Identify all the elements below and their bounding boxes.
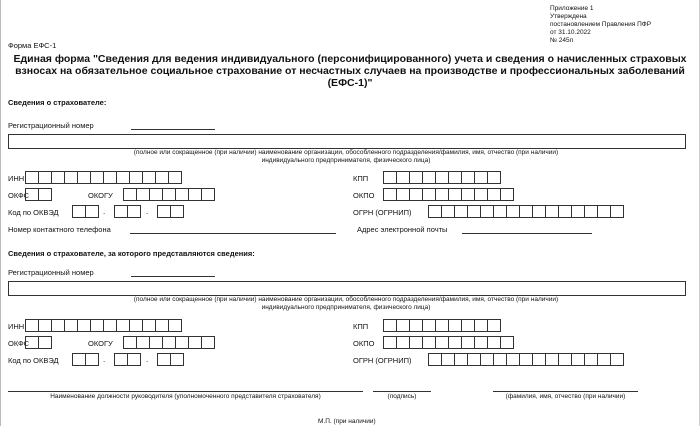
input-cell[interactable] [25,319,39,332]
insurer-email-field[interactable] [462,233,592,234]
input-cell[interactable] [64,319,78,332]
input-cell[interactable] [500,188,514,201]
input-cell[interactable] [201,188,215,201]
insurer-reg-number-field[interactable] [131,129,215,130]
input-cell[interactable] [474,336,488,349]
insurer-okfs-cells[interactable] [25,188,51,201]
insurer-name-caption-line-1: (полное или сокращенное (при наличии) наименование организации, обособленного подразделения/фамилия, имя, отчество (при наличии) [133,149,559,156]
input-cell[interactable] [474,171,488,184]
insured-for-ogrn-cells[interactable] [428,353,623,366]
insured-for-okved-dot-1: . [103,355,106,364]
insured-for-okpo-label: ОКПО [353,339,375,348]
input-cell[interactable] [610,205,624,218]
input-cell[interactable] [162,336,176,349]
input-cell[interactable] [188,188,202,201]
input-cell[interactable] [38,336,52,349]
insurer-ogrn-cells[interactable] [428,205,623,218]
insured-for-reg-number-field[interactable] [131,276,215,277]
input-cell[interactable] [157,353,171,366]
approval-line-5: № 245п [550,37,574,44]
section-insured-for-heading: Сведения о страхователе, за которого представляются сведения: [8,249,255,258]
input-cell[interactable] [519,353,533,366]
input-cell[interactable] [506,205,520,218]
input-cell[interactable] [175,336,189,349]
input-cell[interactable] [461,336,475,349]
input-cell[interactable] [409,188,423,201]
insured-for-okved-label: Код по ОКВЭД [8,356,59,365]
insurer-kpp-label: КПП [353,174,369,183]
input-cell[interactable] [461,319,475,332]
approval-line-3: постановлением Правления ПФР [550,21,652,28]
insured-for-inn-label: ИНН [8,322,25,331]
insured-for-okved-cells-2[interactable] [114,353,140,366]
input-cell[interactable] [409,319,423,332]
full-name-field[interactable] [493,391,638,392]
input-cell[interactable] [103,171,117,184]
input-cell[interactable] [114,205,128,218]
input-cell[interactable] [487,188,501,201]
insured-for-reg-number-label: Регистрационный номер [8,268,94,277]
approval-line-4: от 31.10.2022 [550,29,591,36]
input-cell[interactable] [38,188,52,201]
input-cell[interactable] [25,171,39,184]
input-cell[interactable] [142,319,156,332]
insured-for-name-caption-line-1: (полное или сокращенное (при наличии) наименование организации, обособленного подразделения/фамилия, имя, отчество (при наличии) [133,296,559,303]
input-cell[interactable] [487,319,501,332]
insurer-okved-cells-3[interactable] [157,205,183,218]
input-cell[interactable] [51,319,65,332]
input-cell[interactable] [383,319,397,332]
input-cell[interactable] [149,336,163,349]
insurer-okfs-label: ОКФС [8,191,30,200]
insured-for-okved-dot-2: . [146,355,149,364]
input-cell[interactable] [170,353,184,366]
input-cell[interactable] [396,319,410,332]
input-cell[interactable] [545,205,559,218]
input-cell[interactable] [545,353,559,366]
insurer-okved-cells-2[interactable] [114,205,140,218]
section-insurer-heading: Сведения о страхователе: [8,98,107,107]
input-cell[interactable] [85,353,99,366]
insurer-email-label: Адрес электронной почты [357,225,448,234]
input-cell[interactable] [72,353,86,366]
input-cell[interactable] [461,171,475,184]
input-cell[interactable] [51,171,65,184]
form-title: Единая форма "Сведения для ведения индивидуального (персонифицированного) учета и сведения о начисленных страховых взносах на обязательное социальное страхование от несчастных случаев на производстве и профессиональных заболеваний (ЕФС-1)" [13,53,687,89]
input-cell[interactable] [383,171,397,184]
insurer-name-field[interactable] [8,134,686,149]
input-cell[interactable] [155,319,169,332]
insured-for-okfs-cells[interactable] [25,336,51,349]
input-cell[interactable] [116,319,130,332]
input-cell[interactable] [103,319,117,332]
insurer-okogu-cells[interactable] [123,188,214,201]
input-cell[interactable] [422,336,436,349]
input-cell[interactable] [571,205,585,218]
input-cell[interactable] [467,205,481,218]
insurer-okpo-cells[interactable] [383,188,513,201]
input-cell[interactable] [454,205,468,218]
input-cell[interactable] [155,171,169,184]
signature-field[interactable] [373,391,431,392]
input-cell[interactable] [435,336,449,349]
input-cell[interactable] [25,336,39,349]
input-cell[interactable] [480,205,494,218]
input-cell[interactable] [149,188,163,201]
input-cell[interactable] [422,188,436,201]
input-cell[interactable] [532,205,546,218]
input-cell[interactable] [409,171,423,184]
input-cell[interactable] [597,353,611,366]
insurer-okved-cells-1[interactable] [72,205,98,218]
input-cell[interactable] [428,353,442,366]
input-cell[interactable] [25,188,39,201]
input-cell[interactable] [136,336,150,349]
input-cell[interactable] [38,171,52,184]
insurer-kpp-cells[interactable] [383,171,500,184]
input-cell[interactable] [558,353,572,366]
input-cell[interactable] [448,188,462,201]
input-cell[interactable] [428,205,442,218]
input-cell[interactable] [129,171,143,184]
insured-for-okved-cells-1[interactable] [72,353,98,366]
input-cell[interactable] [422,319,436,332]
input-cell[interactable] [506,353,520,366]
input-cell[interactable] [571,353,585,366]
input-cell[interactable] [409,336,423,349]
input-cell[interactable] [157,205,171,218]
input-cell[interactable] [467,353,481,366]
approval-line-1: Приложение 1 [550,5,594,12]
input-cell[interactable] [448,171,462,184]
input-cell[interactable] [487,171,501,184]
input-cell[interactable] [142,171,156,184]
input-cell[interactable] [461,188,475,201]
insurer-okogu-label: ОКОГУ [88,191,113,200]
input-cell[interactable] [435,319,449,332]
input-cell[interactable] [493,353,507,366]
input-cell[interactable] [435,171,449,184]
insured-for-okogu-label: ОКОГУ [88,339,113,348]
insured-for-okpo-cells[interactable] [383,336,513,349]
input-cell[interactable] [383,336,397,349]
input-cell[interactable] [441,353,455,366]
input-cell[interactable] [396,336,410,349]
input-cell[interactable] [77,319,91,332]
insured-for-name-caption [8,296,684,312]
input-cell[interactable] [480,353,494,366]
insurer-ogrn-label: ОГРН (ОГРНИП) [353,208,412,217]
input-cell[interactable] [170,205,184,218]
insurer-okved-label: Код по ОКВЭД [8,208,59,217]
insured-for-inn-cells[interactable] [25,319,181,332]
input-cell[interactable] [90,319,104,332]
input-cell[interactable] [127,205,141,218]
insurer-okved-dot-2: . [146,207,149,216]
input-cell[interactable] [201,336,215,349]
input-cell[interactable] [72,205,86,218]
input-cell[interactable] [85,205,99,218]
input-cell[interactable] [90,171,104,184]
input-cell[interactable] [493,205,507,218]
page-left-edge [0,0,1,426]
input-cell[interactable] [64,171,78,184]
input-cell[interactable] [123,336,137,349]
input-cell[interactable] [383,188,397,201]
input-cell[interactable] [422,171,436,184]
input-cell[interactable] [168,171,182,184]
insurer-name-caption-line-2: индивидуального предпринимателя, физического лица) [261,157,431,164]
insured-for-name-field[interactable] [8,281,686,296]
input-cell[interactable] [448,319,462,332]
input-cell[interactable] [474,319,488,332]
input-cell[interactable] [77,171,91,184]
insurer-okpo-label: ОКПО [353,191,375,200]
input-cell[interactable] [188,336,202,349]
insurer-name-caption [8,149,684,165]
input-cell[interactable] [127,353,141,366]
input-cell[interactable] [584,205,598,218]
insured-for-name-caption-line-2: индивидуального предпринимателя, физического лица) [261,304,431,311]
input-cell[interactable] [441,205,455,218]
input-cell[interactable] [162,188,176,201]
insured-for-kpp-label: КПП [353,322,369,331]
input-cell[interactable] [487,336,501,349]
input-cell[interactable] [38,319,52,332]
input-cell[interactable] [114,353,128,366]
input-cell[interactable] [168,319,182,332]
input-cell[interactable] [175,188,189,201]
insured-for-ogrn-label: ОГРН (ОГРНИП) [353,356,412,365]
input-cell[interactable] [448,336,462,349]
insured-for-kpp-cells[interactable] [383,319,500,332]
manager-position-field[interactable] [8,391,363,392]
input-cell[interactable] [474,188,488,201]
approval-block [550,5,651,45]
input-cell[interactable] [435,188,449,201]
insurer-phone-field[interactable] [130,233,336,234]
input-cell[interactable] [584,353,598,366]
input-cell[interactable] [396,171,410,184]
insurer-phone-label: Номер контактного телефона [8,225,111,234]
insurer-inn-label: ИНН [8,174,25,183]
stamp-label: М.П. (при наличии) [318,418,376,425]
signature-caption: (подпись) [387,393,417,400]
input-cell[interactable] [610,353,624,366]
input-cell[interactable] [396,188,410,201]
input-cell[interactable] [123,188,137,201]
insurer-reg-number-label: Регистрационный номер [8,121,94,130]
input-cell[interactable] [532,353,546,366]
input-cell[interactable] [129,319,143,332]
input-cell[interactable] [597,205,611,218]
input-cell[interactable] [558,205,572,218]
input-cell[interactable] [519,205,533,218]
full-name-caption: (фамилия, имя, отчество (при наличии) [505,393,626,400]
manager-position-caption: Наименование должности руководителя (уполномоченного представителя страхователя) [50,393,321,400]
insurer-inn-cells[interactable] [25,171,181,184]
insured-for-okved-cells-3[interactable] [157,353,183,366]
insured-for-okogu-cells[interactable] [123,336,214,349]
input-cell[interactable] [136,188,150,201]
insured-for-okfs-label: ОКФС [8,339,30,348]
approval-line-2: Утверждена [550,13,587,20]
input-cell[interactable] [116,171,130,184]
input-cell[interactable] [454,353,468,366]
input-cell[interactable] [500,336,514,349]
insurer-okved-dot-1: . [103,207,106,216]
form-code: Форма ЕФС-1 [8,41,57,50]
